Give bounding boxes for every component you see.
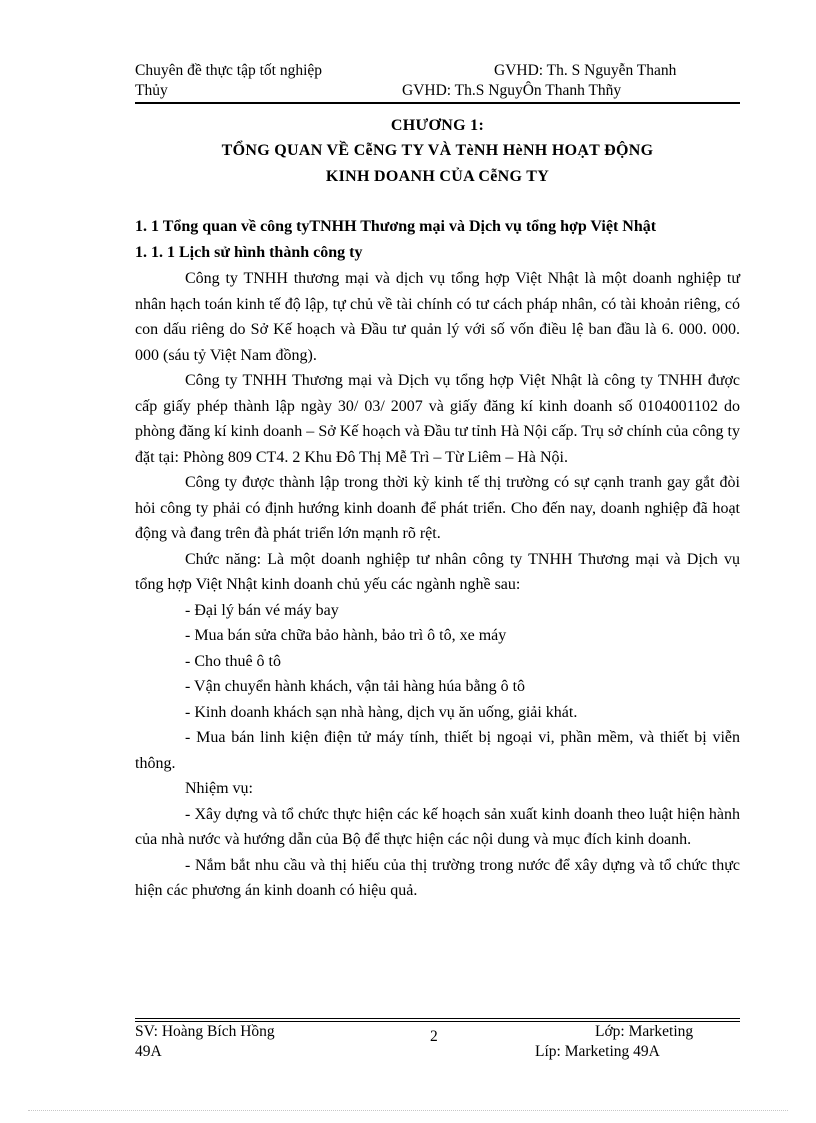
footer-student-top: SV: Hoàng Bích Hồng bbox=[135, 1023, 275, 1040]
header-right-bottom: GVHD: Th.S NguyÔn Thanh Thñy bbox=[402, 82, 622, 99]
function-item: - Kinh doanh khách sạn nhà hàng, dịch vụ ăn uống, giải khát. bbox=[185, 703, 578, 721]
header-right-top: GVHD: Th. S Nguyễn Thanh bbox=[494, 62, 677, 79]
header-left-bottom: Thủy bbox=[135, 82, 168, 99]
function-item: - Mua bán sửa chữa bảo hành, bảo trì ô tô, xe máy bbox=[185, 627, 507, 644]
chapter-title-line1: TỔNG QUAN VỀ CễNG TY VÀ TèNH HèNH HOẠT ĐỘNG bbox=[221, 142, 654, 159]
chapter-label: CHƯƠNG 1: bbox=[390, 117, 485, 134]
function-item: - Cho thuê ô tô bbox=[185, 652, 281, 670]
page-number: 2 bbox=[430, 1028, 438, 1045]
paragraph-development: Công ty được thành lập trong thời kỳ kinh tế thị trường có sự cạnh tranh gay gắt đòi hỏi công ty phải có định hướng kinh doanh để phát triển. Cho đến nay, doanh nghiệp đã hoạt động và đang trên đà phát triển lớn mạnh rõ rệt. bbox=[135, 474, 740, 542]
footer-class-top: Lớp: Marketing bbox=[595, 1023, 694, 1040]
page-bottom-dotted-line bbox=[28, 1110, 788, 1111]
body-text bbox=[135, 266, 740, 904]
paragraph-intro: Công ty TNHH thương mại và dịch vụ tổng hợp Việt Nhật là một doanh nghiệp tư nhân hạch toán kinh tế độ lập, tự chủ về tài chính có tư cách pháp nhân, có tài khoản riêng, có con dấu riêng do Sở Kế hoạch và Đầu tư quản lý với số vốn điều lệ ban đầu là 6. 000. 000. 000 (sáu tỷ Việt Nam đồng). bbox=[135, 270, 740, 364]
paragraph-functions: Chức năng: Là một doanh nghiệp tư nhân công ty TNHH Thương mại và Dịch vụ tổng hợp Việt Nhật kinh doanh chủ yếu các ngành nghề sau: bbox=[135, 550, 740, 593]
footer-rule-top bbox=[135, 1018, 740, 1019]
footer-student-bottom: 49A bbox=[135, 1043, 162, 1060]
footer-rule-bottom bbox=[135, 1021, 740, 1022]
duties-label: Nhiệm vụ: bbox=[185, 780, 253, 797]
header-rule bbox=[135, 102, 740, 104]
section-heading-1-1-1: 1. 1. 1 Lịch sử hình thành công ty bbox=[135, 244, 363, 261]
paragraph-license: Công ty TNHH Thương mại và Dịch vụ tổng hợp Việt Nhật là công ty TNHH được cấp giấy phép thành lập ngày 30/ 03/ 2007 và giấy đăng kí kinh doanh số 0104001102 do phòng đăng kí kinh doanh – Sở Kế hoạch và Đầu tư tỉnh Hà Nội cấp. Trụ sở chính của công ty đặt tại: Phòng 809 CT4. 2 Khu Đô Thị Mễ Trì – Từ Liêm – Hà Nội. bbox=[135, 372, 740, 466]
footer-class-bottom: Líp: Marketing 49A bbox=[535, 1043, 660, 1060]
duty-item: - Xây dựng và tổ chức thực hiện các kế hoạch sản xuất kinh doanh theo luật hiện hành của nhà nước và hướng dẫn của Bộ để thực hiện các nội dung và mục đích kinh doanh. bbox=[135, 805, 740, 848]
section-heading-1-1: 1. 1 Tổng quan về công tyTNHH Thương mại và Dịch vụ tổng hợp Việt Nhật bbox=[135, 218, 657, 235]
function-item: - Vận chuyển hành khách, vận tải hàng húa bằng ô tô bbox=[185, 678, 526, 695]
function-item: - Mua bán linh kiện điện tử máy tính, thiết bị ngoại vi, phần mềm, và thiết bị viễn thông. bbox=[135, 729, 740, 772]
chapter-title-line2: KINH DOANH CỦA CễNG TY bbox=[325, 168, 550, 185]
duty-item: - Nắm bắt nhu cầu và thị hiếu của thị trường trong nước để xây dựng và tổ chức thực hiện các phương án kinh doanh có hiệu quả. bbox=[135, 856, 740, 899]
header-left-top: Chuyên đề thực tập tốt nghiệp bbox=[135, 62, 323, 79]
function-item: - Đại lý bán vé máy bay bbox=[185, 601, 339, 619]
